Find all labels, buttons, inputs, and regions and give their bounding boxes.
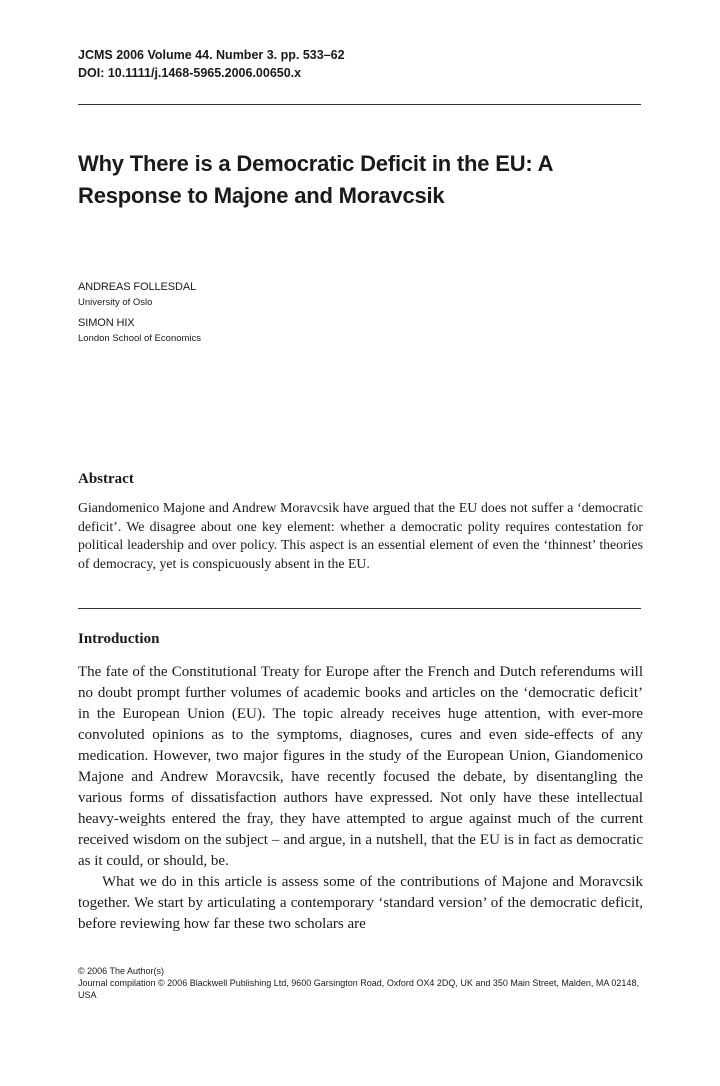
introduction-body xyxy=(78,662,643,935)
page-footer xyxy=(78,965,648,1001)
author-affiliation: University of Oslo xyxy=(78,297,153,308)
body-paragraph: What we do in this article is assess some of the contributions of Majone and Moravcsik together. We start by articulating a contemporary ‘standard version’ of the democratic deficit, before reviewing how far these two scholars are xyxy=(78,874,643,932)
article-title-line-2: Response to Majone and Moravcsik xyxy=(78,183,445,208)
journal-compilation-notice: Journal compilation © 2006 Blackwell Publishing Ltd, 9600 Garsington Road, Oxford OX4 2DQ, UK and 350 Main Street, Malden, MA 02148, USA xyxy=(78,978,639,1000)
header-divider xyxy=(78,104,641,105)
author-block xyxy=(78,316,478,346)
abstract-divider xyxy=(78,608,641,609)
journal-citation: JCMS 2006 Volume 44. Number 3. pp. 533–62 xyxy=(78,48,345,62)
author-name: ANDREAS FOLLESDAL xyxy=(78,281,197,293)
article-title xyxy=(78,148,658,212)
introduction-heading: Introduction xyxy=(78,631,160,647)
abstract-heading: Abstract xyxy=(78,471,134,487)
copyright-notice: © 2006 The Author(s) xyxy=(78,966,165,976)
author-name: SIMON HIX xyxy=(78,317,135,329)
journal-reference xyxy=(78,46,638,82)
author-block xyxy=(78,280,478,310)
author-affiliation: London School of Economics xyxy=(78,333,202,344)
doi: DOI: 10.1111/j.1468-5965.2006.00650.x xyxy=(78,66,302,80)
article-title-line-1: Why There is a Democratic Deficit in the EU: A xyxy=(78,151,554,176)
abstract-text: Giandomenico Majone and Andrew Moravcsik have argued that the EU does not suffer a ‘democratic deficit’. We disagree about one key element: whether a democratic polity requires contestation for political leadership and over policy. This aspect is an essential element of even the ‘thinnest’ theories of democracy, yet is conspicuously absent in the EU. xyxy=(78,500,643,571)
body-paragraph: The fate of the Constitutional Treaty for Europe after the French and Dutch referendums will no doubt prompt further volumes of academic books and articles on the ‘democratic deficit’ in the European Union (EU). The topic already receives huge attention, with ever-more convoluted opinions as to the symptoms, diagnoses, cures and even side-effects of any medication. However, two major figures in the study of the European Union, Giandomenico Majone and Andrew Moravcsik, have recently focused the debate, by disentangling the various forms of dissatisfaction authors have expressed. Not only have these intellectual heavy-weights entered the fray, they have attempted to argue against much of the current received wisdom on the subject – and argue, in a nutshell, that the EU is in fact as democratic as it could, or should, be. xyxy=(78,664,643,869)
author-list xyxy=(78,280,478,352)
